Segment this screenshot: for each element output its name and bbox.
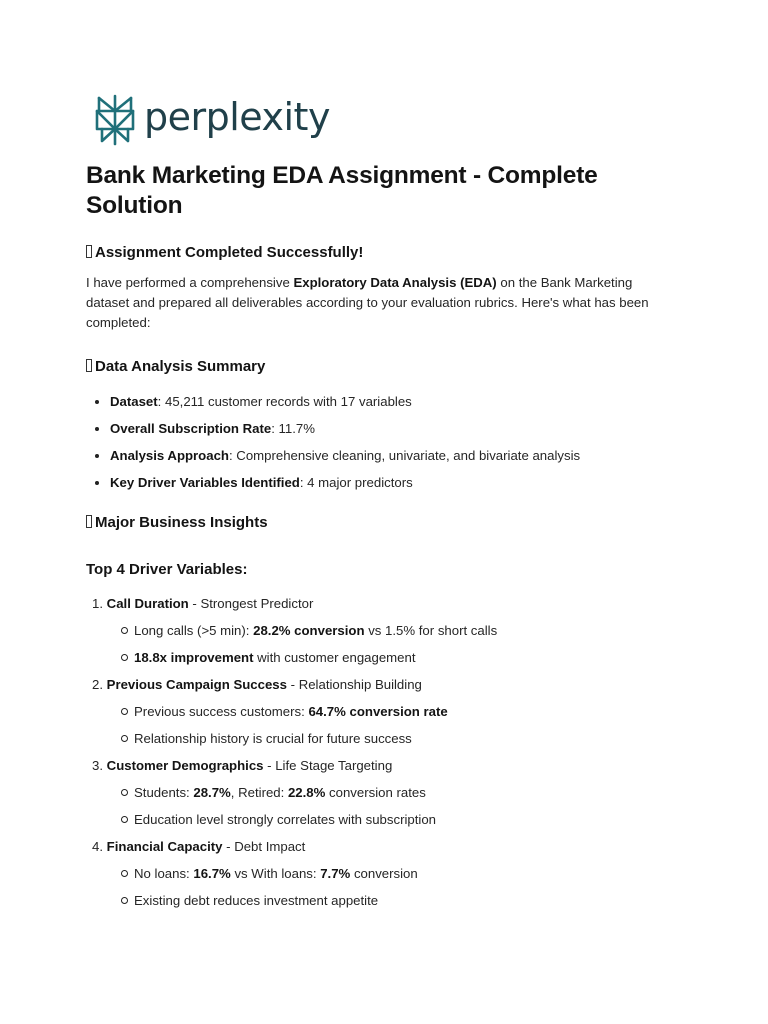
logo-wordmark: perplexity	[144, 95, 330, 139]
driver-text: - Relationship Building	[286, 677, 422, 692]
perplexity-logo	[94, 94, 330, 146]
intro-text-start: I have performed a comprehensive	[86, 275, 294, 290]
driver-number: 2.	[92, 677, 103, 692]
drivers-heading: Top 4 Driver Variables:	[86, 561, 248, 578]
perplexity-logo-icon	[94, 94, 136, 146]
insights-heading-text: Major Business Insights	[95, 514, 268, 531]
summary-item	[86, 469, 686, 496]
missing-glyph-icon	[86, 359, 92, 372]
driver-label: Call Duration	[106, 596, 189, 611]
intro-paragraph	[86, 273, 676, 333]
driver-line	[86, 671, 706, 698]
driver-line	[86, 752, 706, 779]
driver-line	[86, 833, 706, 860]
summary-heading	[86, 357, 265, 377]
driver-label: Financial Capacity	[106, 839, 223, 854]
driver-subitem: Students: 28.7%, Retired: 22.8% conversion rates	[86, 779, 706, 806]
summary-item-label: Overall Subscription Rate	[110, 421, 272, 436]
driver-sublist	[86, 779, 706, 833]
intro-bold-eda: Exploratory Data Analysis (EDA)	[293, 275, 497, 290]
insights-heading	[86, 513, 268, 533]
summary-item-label: Analysis Approach	[110, 448, 229, 463]
page-title: Bank Marketing EDA Assignment - Complete Solution	[86, 162, 598, 219]
driver-sublist	[86, 617, 706, 671]
driver-sublist	[86, 698, 706, 752]
summary-heading-text: Data Analysis Summary	[95, 358, 266, 375]
summary-item-text: : 45,211 customer records with 17 variables	[157, 394, 412, 409]
driver-number: 1.	[92, 596, 103, 611]
driver-label: Customer Demographics	[106, 758, 264, 773]
driver-subitem: Previous success customers: 64.7% conversion rate	[86, 698, 706, 725]
driver-subitem: No loans: 16.7% vs With loans: 7.7% conversion	[86, 860, 706, 887]
summary-item	[86, 415, 686, 442]
summary-item-text: : 11.7%	[271, 421, 315, 436]
summary-item-label: Dataset	[110, 394, 158, 409]
driver-number: 3.	[92, 758, 103, 773]
driver-item	[86, 752, 706, 833]
summary-item	[86, 442, 686, 469]
completed-heading-text: Assignment Completed Successfully!	[95, 244, 364, 261]
driver-number: 4.	[92, 839, 103, 854]
summary-list	[86, 388, 686, 496]
driver-subitem: Relationship history is crucial for future success	[86, 725, 706, 752]
summary-item	[86, 388, 686, 415]
driver-subitem: Long calls (>5 min): 28.2% conversion vs 1.5% for short calls	[86, 617, 706, 644]
driver-label: Previous Campaign Success	[106, 677, 287, 692]
summary-item-label: Key Driver Variables Identified	[110, 475, 300, 490]
driver-text: - Life Stage Targeting	[263, 758, 393, 773]
driver-subitem: Education level strongly correlates with subscription	[86, 806, 706, 833]
driver-item	[86, 671, 706, 752]
missing-glyph-icon	[86, 245, 92, 258]
driver-sublist	[86, 860, 706, 914]
completed-heading	[86, 243, 363, 263]
drivers-list	[86, 590, 706, 914]
summary-item-text: : 4 major predictors	[299, 475, 413, 490]
driver-text: - Strongest Predictor	[188, 596, 314, 611]
intro-text-end: on the Bank Marketing dataset and prepared all deliverables according to your evaluation rubrics. Here's what has been completed:	[86, 275, 649, 330]
missing-glyph-icon	[86, 515, 92, 528]
driver-line	[86, 590, 706, 617]
driver-item	[86, 590, 706, 671]
summary-item-text: : Comprehensive cleaning, univariate, and bivariate analysis	[228, 448, 581, 463]
driver-text: - Debt Impact	[222, 839, 306, 854]
driver-item	[86, 833, 706, 914]
driver-subitem: Existing debt reduces investment appetite	[86, 887, 706, 914]
driver-subitem: 18.8x improvement with customer engagement	[86, 644, 706, 671]
